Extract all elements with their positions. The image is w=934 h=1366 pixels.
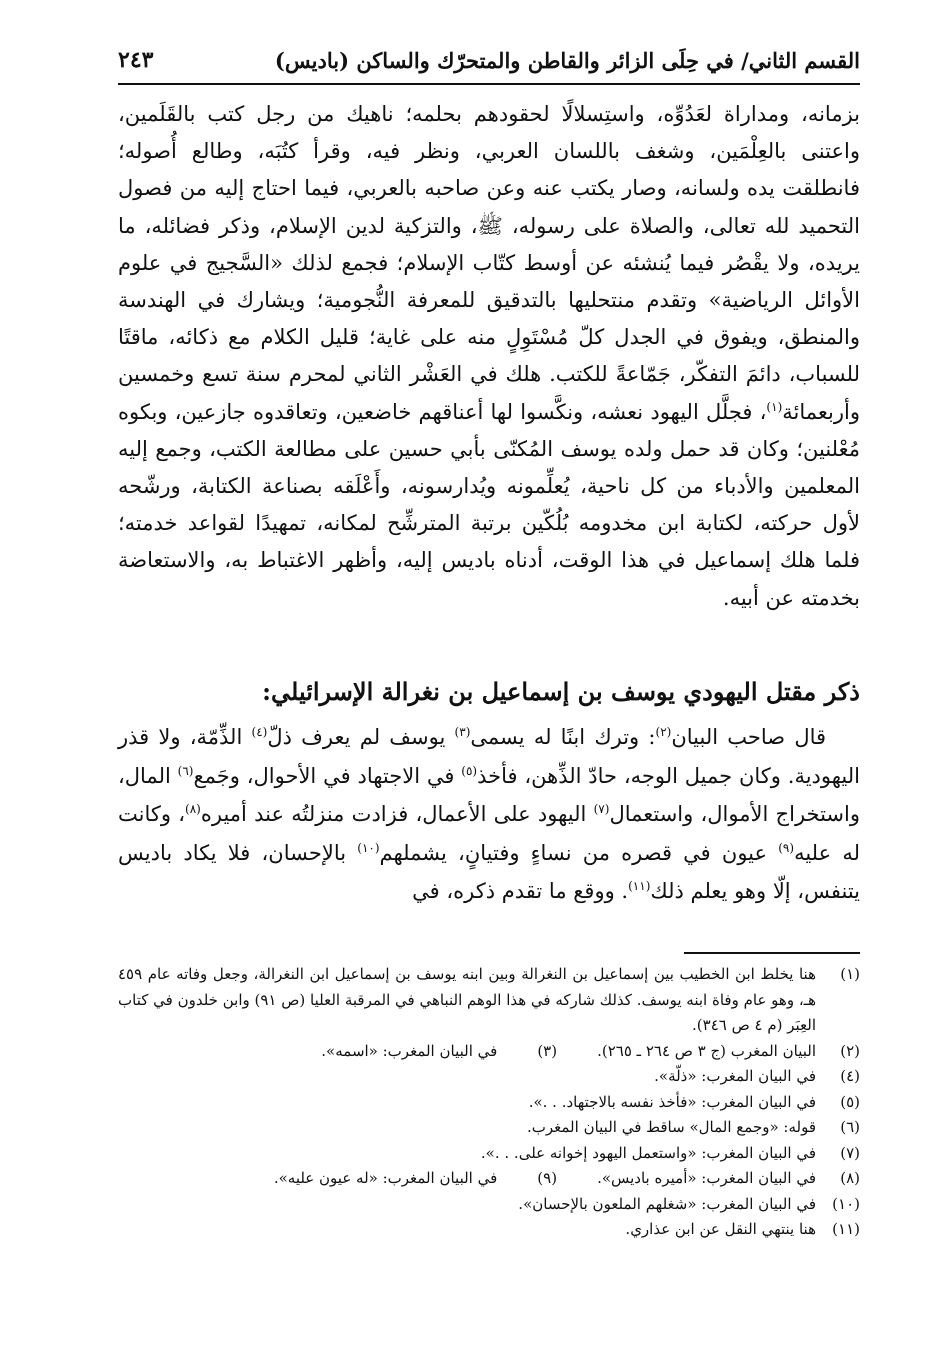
footnote-ref-9[interactable]: (٩) — [778, 840, 795, 855]
footnote-11 — [118, 1217, 860, 1243]
footnote-2-3 — [118, 1039, 860, 1065]
paragraph-1-continuation: ، فجلَّل اليهود نعشه، ونكَّسوا لها أعناقهم خاضعين، وتعاقدوه جازعين، وبكوه مُعْلنين؛ وكان قد حمل ولده يوسف المُكنّى بأبي حسين على مطالعة الكتب، وجمع إليه المعلمين والأدباء من كل ناحية، يُعلِّمونه ويُدارسونه، وأَعْلَقه بصناعة الكتابة، ورشّحه لأول حركته، لكتابة ابن مخدومه بُلُكّين برتبة المترشِّح لمكانه، تمهيدًا لقواعد خدمته؛ فلما هلك إسماعيل في هذا الوقت، أدناه باديس إليه، وأظهر الاغتباط به، والاستعاضة بخدمته عن أبيه. — [118, 399, 860, 610]
footnote-7 — [118, 1141, 860, 1167]
p2-seg-11: . ووقع ما تقدم ذكره، في — [412, 879, 629, 903]
p2-seg-10: بالإحسان، فلا يكاد باديس يتنفس، إلّا وهو يعلم ذلك — [118, 840, 860, 903]
footnote-ref-4[interactable]: (٤) — [251, 725, 268, 739]
running-title: القسم الثاني/ في حِلَى الزائر والقاطن والمتحرّك والساكن (باديس) — [274, 47, 860, 73]
footnote-ref-1[interactable]: (١) — [766, 399, 783, 414]
footnote-text: قوله: «وجمع المال» ساقط في البيان المغرب. — [526, 1118, 816, 1136]
footnote-number: (٣) — [537, 1041, 558, 1060]
footnote-text: في البيان المغرب: «فأخذ نفسه بالاجتهاد. . .». — [528, 1092, 816, 1111]
footnote-10 — [118, 1192, 860, 1218]
paragraph-1 — [118, 96, 860, 617]
footnote-number: (٢) — [840, 1041, 860, 1060]
footnote-number: (١) — [840, 965, 860, 983]
footnote-5 — [118, 1090, 860, 1116]
footnote-ref-2[interactable]: (٢) — [655, 725, 672, 739]
paragraph-1-text: بزمانه، ومداراة لعَدُوِّه، واستِسلالًا لحقودهم بحلمه؛ ناهيك من رجل كتب بالقَلَمين، واعتنى بالعِلْمَين، وشغف باللسان العربي، ونظر فيه، وقرأ كتُبَه، وطالع أُصوله؛ فانطلقت يده ولسانه، وصار يكتب عنه وعن صاحبه بالعربي، فيما احتاج إليه من فصول التحميد لله تعالى، والصلاة على رسوله، ﷺ، والتزكية لدين الإسلام، وذكر فضائله، ما يريده، ولا يقْصُر فيما يُنشئه عن أوسط كتّاب الإسلام؛ فجمع لذلك «السَّجيج في علوم الأوائل الرياضية» وتقدم منتحليها بالتدقيق للمعرفة النُّجومية؛ ويشارك في الهندسة والمنطق، ويفوق في الجدل كلّ مُسْتَوِلٍ منه على غاية؛ قليل الكلام مع ذكائه، ماقتًا للسباب، دائمَ التفكّر، جَمّاعةً للكتب. هلك في العَشْر الثاني لمحرم سنة تسع وخمسين وأربعمائة — [118, 102, 860, 424]
footnote-text: في البيان المغرب: «أميره باديس». — [597, 1169, 816, 1187]
p2-seg-8: ، وكانت له عليه — [118, 802, 860, 865]
footnote-number: (٧) — [840, 1143, 860, 1162]
footnote-ref-3[interactable]: (٣) — [454, 725, 471, 739]
p2-seg-4: الذِّمّة، ولا قذر اليهودية. وكان جميل الوجه، حادّ الذِّهن، فأخذ — [118, 725, 860, 788]
footnote-4 — [118, 1064, 860, 1090]
p2-seg-7: اليهود على الأعمال، فزادت منزلتُه عند أميره — [200, 802, 594, 826]
section-heading: ذكر مقتل اليهودي يوسف بن إسماعيل بن نغرالة الإسرائيلي: — [262, 677, 860, 706]
footnote-ref-7[interactable]: (٧) — [593, 802, 610, 816]
footnote-number: (١١) — [832, 1220, 860, 1238]
p2-seg-3: يوسف لم يعرف ذلّ — [267, 725, 455, 749]
p2-seg-6: المال، واستخراج الأموال، واستعمال — [118, 763, 860, 826]
footnote-ref-6[interactable]: (٦) — [177, 763, 194, 778]
footnote-number: (٤) — [840, 1067, 860, 1085]
footnote-text: البيان المغرب (ج ٣ ص ٢٦٤ ـ ٢٦٥). — [597, 1041, 816, 1060]
footnote-ref-10[interactable]: (١٠) — [357, 840, 380, 855]
footnote-text: هنا ينتهي النقل عن ابن عذاري. — [625, 1220, 816, 1238]
paragraph-2 — [118, 718, 860, 911]
footnote-1 — [118, 962, 860, 1039]
footnote-text: في البيان المغرب: «واستعمل اليهود إخوانه على. . .». — [480, 1143, 816, 1162]
footnote-6 — [118, 1115, 860, 1141]
footnote-text: في البيان المغرب: «له عيون عليه». — [273, 1169, 498, 1187]
footnote-row — [321, 1039, 816, 1065]
second-text-block — [118, 718, 860, 911]
footnote-separator — [684, 952, 860, 954]
p2-seg-1: قال صاحب البيان — [671, 725, 827, 749]
main-text-block — [118, 96, 860, 617]
p2-seg-9: عيون في قصره من نساءٍ وفتيانٍ، يشملهم — [379, 840, 779, 865]
footnotes-list — [118, 962, 860, 1243]
header-divider — [118, 83, 860, 85]
footnote-number: (٥) — [840, 1092, 860, 1111]
footnote-number: (٨) — [840, 1169, 860, 1187]
footnote-number: (١٠) — [832, 1194, 860, 1213]
footnote-text: في البيان المغرب: «اسمه». — [321, 1041, 498, 1060]
running-header — [118, 40, 860, 80]
p2-seg-5: في الاجتهاد في الأحوال، وجَمع — [193, 763, 462, 788]
footnote-number: (٩) — [537, 1169, 558, 1187]
footnote-8-9 — [118, 1166, 860, 1192]
footnote-text: في البيان المغرب: «شغلهم الملعون بالإحسان». — [518, 1194, 816, 1213]
footnote-text: هنا يخلط ابن الخطيب بين إسماعيل بن النغرالة وبين ابنه يوسف بن إسماعيل ابن النغرالة، وجعل وفاته عام ٤٥٩ هـ، وهو عام وفاة ابنه يوسف. كذلك شاركه في هذا الوهم النباهي في المرقبة العليا (ص ٩١) وابن خلدون في كتاب العِبَر (م ٤ ص ٣٤٦). — [118, 965, 816, 1034]
page-number: ٢٤٣ — [118, 47, 154, 73]
footnote-row — [274, 1166, 816, 1192]
footnote-ref-8[interactable]: (٨) — [185, 802, 201, 816]
footnote-text: في البيان المغرب: «ذلّة». — [654, 1067, 816, 1085]
footnote-number: (٦) — [840, 1118, 860, 1136]
footnote-ref-5[interactable]: (٥) — [461, 763, 478, 778]
footnote-ref-11[interactable]: (١١) — [628, 879, 651, 893]
p2-seg-2: : وترك ابنًا له يسمى — [470, 725, 656, 749]
